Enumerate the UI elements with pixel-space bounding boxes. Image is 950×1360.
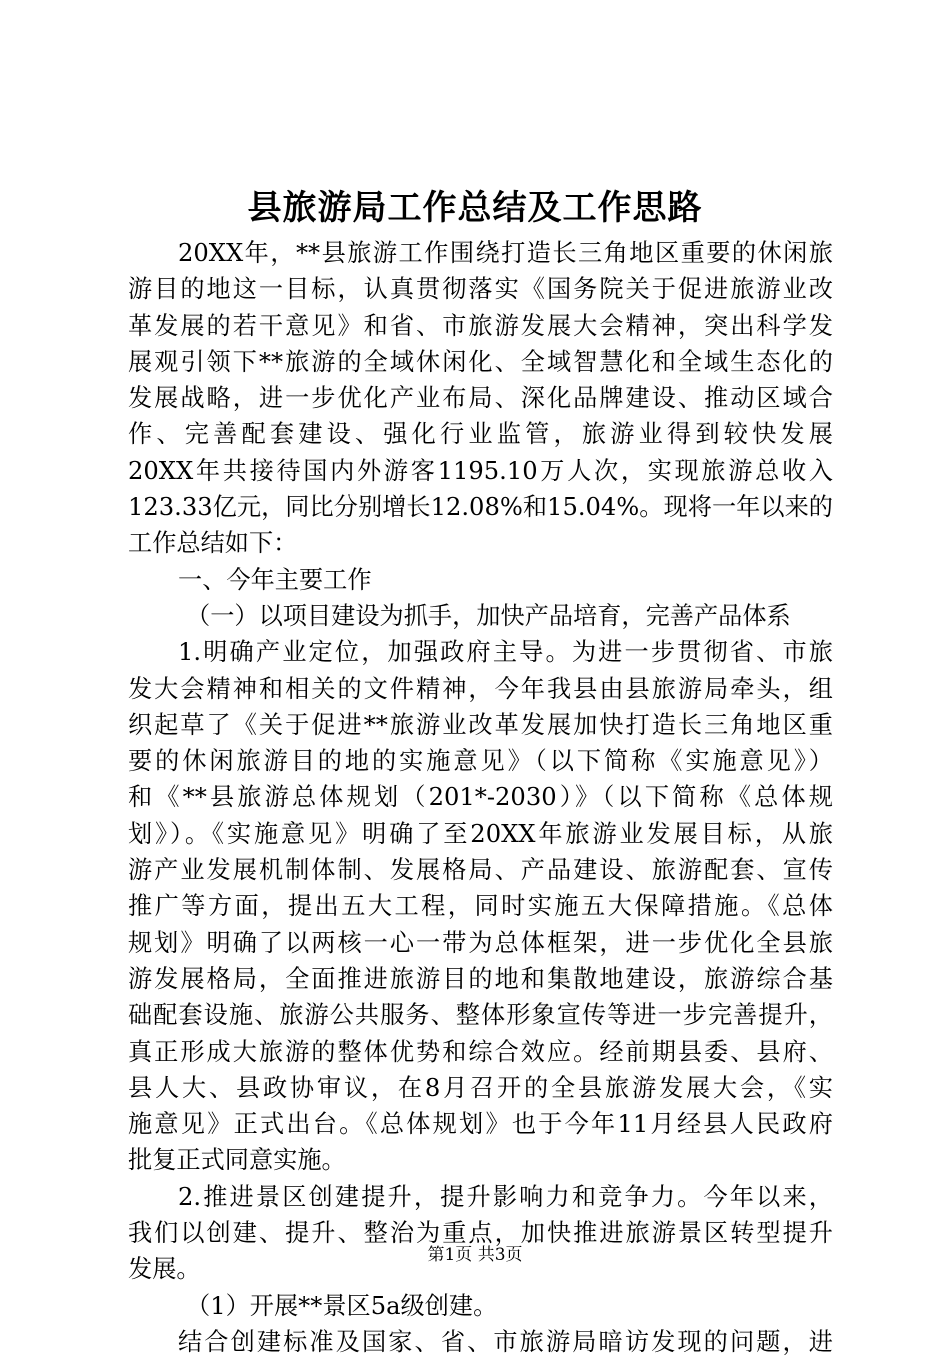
paragraph-line: 工作总结如下： [128,529,298,558]
paragraph-line: 2.推进景区创建提升，提升影响力和竞争力。今年以来， [178,1182,833,1211]
paragraph-line: 批复正式同意实施。 [128,1146,346,1175]
paragraph-line: 展观引领下**旅游的全域休闲化、全域智慧化和全域生态化的 [128,347,833,376]
paragraph-line: 要的休闲旅游目的地的实施意见》（以下简称《实施意见》） [128,747,833,776]
paragraph-line: 规划》明确了以两核一心一带为总体框架，进一步优化全县旅 [128,928,833,957]
paragraph-line: 游产业发展机制体制、发展格局、产品建设、旅游配套、宣传 [128,856,833,885]
paragraph-line: 20XX年，**县旅游工作围绕打造长三角地区重要的休闲旅 [178,239,833,267]
paragraph-line: 真正形成大旅游的整体优势和综合效应。经前期县委、县府、 [128,1037,833,1066]
paragraph-line: 础配套设施、旅游公共服务、整体形象宣传等进一步完善提升， [128,1001,833,1030]
page-footer: 第1页 共3页 [427,1245,523,1265]
section-heading: 一、今年主要工作 [178,565,372,594]
paragraph-line: 革发展的若干意见》和省、市旅游发展大会精神，突出科学发 [128,311,833,340]
list-item-heading: （1）开展**景区5a级创建。 [186,1291,498,1320]
paragraph-line: 1.明确产业定位，加强政府主导。为进一步贯彻省、市旅 [178,638,833,667]
paragraph-line: 划》）。《实施意见》明确了至20XX年旅游业发展目标，从旅 [128,819,833,848]
paragraph-line: 我们以创建、提升、整治为重点，加快推进旅游景区转型提升 [128,1219,833,1248]
document-title: 县旅游局工作总结及工作思路 [247,188,703,228]
paragraph-line: 施意见》正式出台。《总体规划》也于今年11月经县人民政府 [128,1110,833,1139]
paragraph-line: 作、完善配套建设、强化行业监管，旅游业得到较快发展 [128,420,833,449]
paragraph-line: 游发展格局，全面推进旅游目的地和集散地建设，旅游综合基 [128,964,833,993]
paragraph-line: 织起草了《关于促进**旅游业改革发展加快打造长三角地区重 [128,710,833,739]
paragraph-line: 发大会精神和相关的文件精神，今年我县由县旅游局牵头，组 [128,674,833,703]
paragraph-line: 游目的地这一目标，认真贯彻落实《国务院关于促进旅游业改 [128,275,833,304]
document-body [128,235,833,1360]
paragraph-line: 123.33亿元，同比分别增长12.08%和15.04%。现将一年以来的 [128,493,833,522]
subsection-heading: （一）以项目建设为抓手，加快产品培育，完善产品体系 [186,601,791,630]
paragraph-line: 结合创建标准及国家、省、市旅游局暗访发现的问题，进 [178,1327,833,1356]
paragraph-line: 20XX年共接待国内外游客1195.10万人次，实现旅游总收入 [128,456,833,485]
paragraph-line: 县人大、县政协审议，在8月召开的全县旅游发展大会，《实 [128,1073,833,1102]
paragraph-line: 推广等方面，提出五大工程，同时实施五大保障措施。《总体 [128,892,833,921]
paragraph-line: 和《**县旅游总体规划（201*-2030）》（以下简称《总体规 [128,783,833,812]
paragraph-line: 发展。 [128,1255,201,1284]
paragraph-line: 发展战略，进一步优化产业布局、深化品牌建设、推动区域合 [128,384,833,413]
